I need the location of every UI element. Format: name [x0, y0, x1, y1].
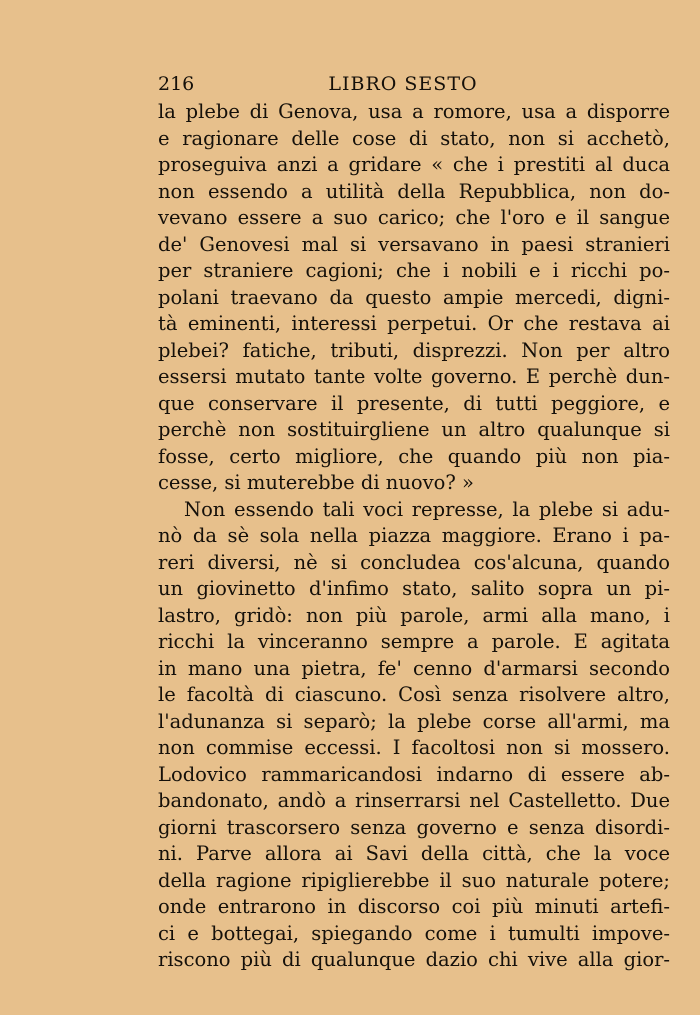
- text-line: plebei? fatiche, tributi, disprezzi. Non per altro: [158, 338, 670, 362]
- page-header: [158, 70, 678, 98]
- text-line: per straniere cagioni; che i nobili e i ricchi po-: [158, 259, 670, 282]
- text-line: proseguiva anzi a gridare « che i prestiti al duca: [158, 153, 670, 176]
- text-line: la plebe di Genova, usa a romore, usa a disporre: [158, 100, 670, 123]
- paragraph: [158, 99, 670, 497]
- text-line: ricchi la vinceranno sempre a parole. E agitata: [158, 630, 670, 653]
- text-line: vevano essere a suo carico; che l'oro e il sangue: [158, 206, 670, 229]
- text-line: le facoltà di ciascuno. Così senza risolvere altro,: [158, 683, 670, 706]
- text-line: bandonato, andò a rinserrarsi nel Castelletto. Due: [158, 789, 670, 812]
- running-head: LIBRO SESTO: [328, 73, 478, 95]
- text-line: riscono più di qualunque dazio chi vive alla gior-: [158, 948, 670, 971]
- text-line: ni. Parve allora ai Savi della città, che la voce: [158, 842, 670, 865]
- text-line: Non essendo tali voci represse, la plebe si adu-: [184, 497, 670, 521]
- text-line: essersi mutato tante volte governo. E perchè dun-: [158, 365, 670, 388]
- text-line: e ragionare delle cose di stato, non si acchetò,: [158, 126, 670, 150]
- text-line: que conservare il presente, di tutti peggiore, e: [158, 391, 670, 415]
- text-line: lastro, gridò: non più parole, armi alla mano, i: [158, 603, 670, 627]
- paragraph: [158, 497, 670, 974]
- text-line: reri diversi, nè si concludea cos'alcuna, quando: [158, 550, 670, 574]
- page-number: 216: [158, 73, 195, 95]
- text-line: Lodovico rammaricandosi indarno di essere ab-: [158, 762, 670, 786]
- text-line: tà eminenti, interessi perpetui. Or che restava ai: [158, 312, 670, 335]
- text-line: un giovinetto d'infimo stato, salito sopra un pi-: [158, 577, 670, 600]
- text-line: fosse, certo migliore, che quando più non pia-: [158, 444, 670, 468]
- text-line: giorni trascorsero senza governo e senza disordi-: [158, 815, 670, 839]
- text-line: in mano una pietra, fe' cenno d'armarsi secondo: [158, 656, 670, 680]
- text-line: non essendo a utilità della Repubblica, non do-: [158, 179, 670, 203]
- text-line: polani traevano da questo ampie mercedi, digni-: [158, 285, 670, 309]
- text-line: cesse, si muterebbe di nuovo? »: [158, 471, 474, 494]
- text-line: della ragione ripiglierebbe il suo naturale potere;: [158, 868, 670, 892]
- text-line: perchè non sostituirgliene un altro qualunque si: [158, 418, 670, 441]
- text-line: non commise eccessi. I facoltosi non si mossero.: [158, 736, 670, 759]
- text-line: ci e bottegai, spiegando come i tumulti impove-: [158, 921, 670, 945]
- text-line: l'adunanza si separò; la plebe corse all'armi, ma: [158, 709, 670, 733]
- text-line: de' Genovesi mal si versavano in paesi stranieri: [158, 232, 670, 256]
- text-line: onde entrarono in discorso coi più minuti artefi-: [158, 895, 670, 918]
- body-text: [158, 99, 670, 974]
- text-line: nò da sè sola nella piazza maggiore. Erano i pa-: [158, 524, 670, 547]
